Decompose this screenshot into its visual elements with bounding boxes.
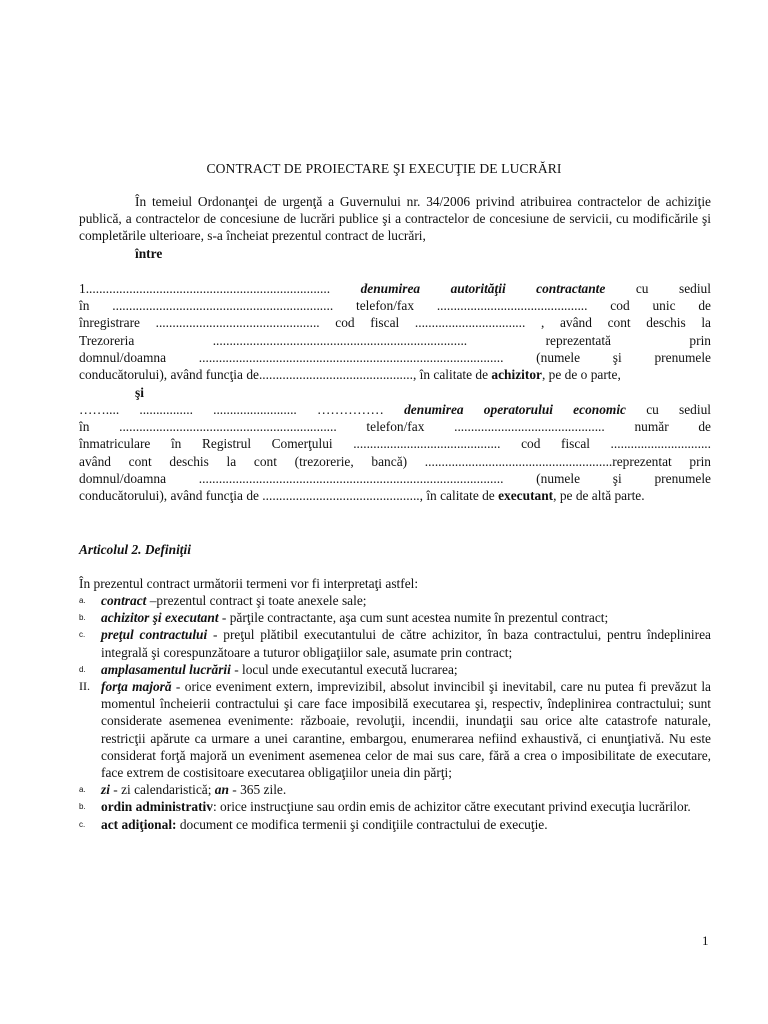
article-heading: Articolul 2. Definiţii <box>79 542 191 557</box>
party2-role: executant <box>498 487 554 503</box>
list-marker: c. <box>79 630 86 640</box>
and-label: şi <box>135 385 144 400</box>
list-marker: a. <box>79 596 86 605</box>
definition-term: an <box>214 782 229 798</box>
list-item: c. preţul contractului - preţul plătibil executantului de către achizitor, în baza contractului, pentru îndeplinirea integrală şi corespunzătoare a tuturor obligaţiilor sale, asumate prin contract; <box>79 627 711 660</box>
definition-term: act adiţional: <box>101 816 177 832</box>
list-marker: b. <box>79 802 86 812</box>
document-title: CONTRACT DE PROIECTARE ŞI EXECUŢIE DE LUCRĂRI <box>206 161 562 176</box>
list-item: a. zi - zi calendaristică; an - 365 zile. <box>79 782 287 798</box>
party1-line-5: domnul/doamna ........................................................................................... (numele şi prenumele <box>79 349 711 365</box>
definitions-list <box>79 592 711 833</box>
party-contracting-authority <box>79 280 711 383</box>
page-number: 1 <box>702 933 709 948</box>
definition-term: forţa majoră <box>101 679 172 695</box>
list-marker: a. <box>79 785 86 795</box>
list-marker: d. <box>79 664 86 674</box>
definitions-intro: În prezentul contract următorii termeni vor fi interpretaţi astfel: <box>79 576 419 591</box>
list-item: d. amplasamentul lucrării - locul unde executantul execută lucrarea; <box>79 661 458 677</box>
party1-role: achizitor <box>491 366 542 382</box>
list-item: a. contract –prezentul contract şi toate anexele sale; <box>79 593 367 608</box>
definition-term: ordin administrativ <box>101 799 213 815</box>
party1-line-3: înregistrare ................................................. cod fiscal ................................. , având cont deschis la <box>79 315 711 331</box>
party1-name-label: denumirea autorităţii contractante <box>360 281 606 296</box>
definition-term: zi <box>101 782 110 798</box>
party1-line-6: conducătorului), având funcţia de.............................................., în calitate de achizitor, pe de o parte, <box>79 366 621 382</box>
party2-line-6: conducătorului), având funcţia de ..............................................., în calitate de executant, pe de altă parte. <box>79 487 645 503</box>
party1-line-2: în .................................................................. telefon/fax ............................................. cod unic de <box>79 298 711 314</box>
definition-term: contract <box>101 593 147 608</box>
definition-term: preţul contractului <box>101 627 208 643</box>
intro-paragraph: În temeiul Ordonanţei de urgenţă a Guvernului nr. 34/2006 privind atribuirea contractelor de achiziţie publică, a contractelor de concesiune de lucrări publice şi a contractelor de concesiune de servicii, cu modificările şi completările ulterioare, s-a încheiat prezentul contract de lucrări, <box>79 194 711 244</box>
party2-name-label: denumirea operatorului economic <box>404 402 626 417</box>
party1-line-4: Trezoreria ............................................................................ reprezentată prin <box>79 332 711 348</box>
list-item: b. achizitor şi executant - părţile contractante, aşa cum sunt acestea numite în prezentul contract; <box>79 610 609 626</box>
list-item: II. forţa majoră - orice eveniment extern, imprevizibil, absolut invincibil şi inevitabil, care nu putea fi prevăzut la momentul încheierii contractului şi care face imposibilă executarea şi, respectiv, îndeplinirea contractului; sunt considerate asemenea evenimente: războaie, revoluţii, incendii, inundaţii sau orice alte catastrofe naturale, restricţii apărute ca urmare a unei carantine, embargou, enumerarea nefiind exhaustivă, ci enunţiativă. Nu este considerat forţă majoră un eveniment asemenea celor de mai sus care, fără a crea o imposibilitate de executare, face extrem de costisitoare executarea obligaţiilor uneia din părţi; <box>79 679 711 781</box>
party-economic-operator <box>79 401 711 504</box>
party1-line-1: 1......................................................................... denumirea autorităţii contractante cu sediul <box>79 281 711 296</box>
definition-term: achizitor şi executant <box>101 610 219 626</box>
list-item: b. ordin administrativ: orice instrucţiune sau ordin emis de achizitor către executant privind execuţia lucrărilor. <box>79 799 691 815</box>
party2-line-2: în ................................................................. telefon/fax ............................................. număr de <box>79 419 711 435</box>
list-item: c. act adiţional: document ce modifica termenii şi condiţiile contractului de execuţie. <box>79 816 548 832</box>
party2-line-3: înmatriculare în Registrul Comerţului ............................................ cod fiscal .............................. <box>79 436 711 452</box>
party2-line-1: …….... ................ ......................... …………… denumirea operatorului economic cu sediul <box>79 402 711 417</box>
party2-line-4: având cont deschis la cont (trezorerie, bancă) ........................................................reprezentat prin <box>79 453 711 469</box>
list-marker: c. <box>79 819 86 829</box>
definition-term: amplasamentul lucrării <box>101 661 231 677</box>
list-marker: II. <box>79 679 90 694</box>
between-label: între <box>135 246 163 261</box>
list-marker: b. <box>79 613 86 623</box>
party2-line-5: domnul/doamna ........................................................................................... (numele şi prenumele <box>79 470 711 486</box>
